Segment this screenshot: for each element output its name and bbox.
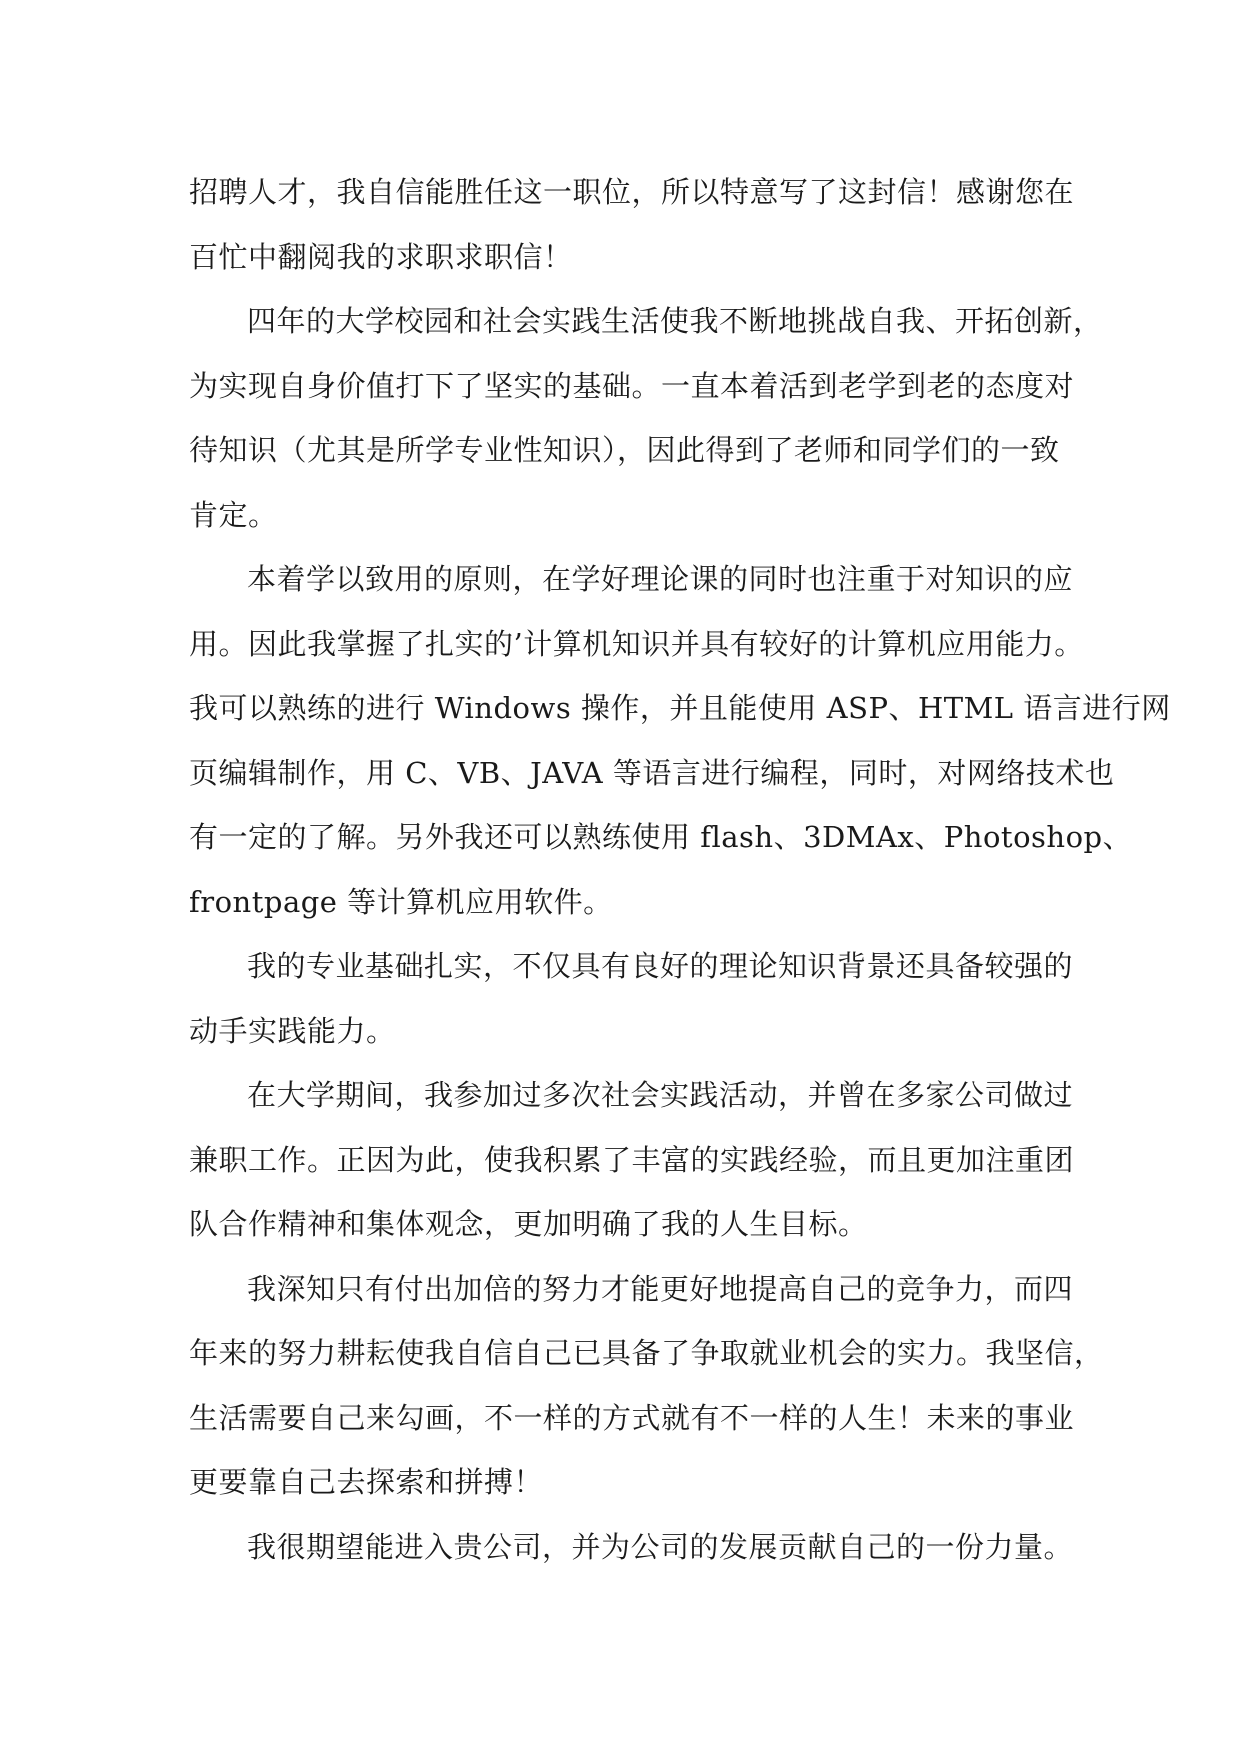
text-line: 有一定的了解。另外我还可以熟练使用 flash、3DMAx、Photoshop、	[189, 820, 1133, 854]
text-line: 生活需要自己来勾画，不一样的方式就有不一样的人生！未来的事业	[189, 1400, 1075, 1435]
paragraph-start-line: 我深知只有付出加倍的努力才能更好地提高自己的竞争力，而四	[247, 1271, 1074, 1306]
text-line: 肯定。	[189, 497, 278, 532]
paragraph-start-line: 四年的大学校园和社会实践生活使我不断地挑战自我、开拓创新，	[247, 304, 1103, 338]
text-line: 我可以熟练的进行 Windows 操作，并且能使用 ASP、HTML 语言进行网	[189, 691, 1171, 725]
text-line: 招聘人才，我自信能胜任这一职位，所以特意写了这封信！感谢您在	[189, 175, 1075, 209]
text-line: 页编辑制作，用 C、VB、JAVA 等语言进行编程，同时，对网络技术也	[189, 755, 1115, 790]
text-line: 动手实践能力。	[189, 1013, 396, 1048]
paragraph-start-line: 我很期望能进入贵公司，并为公司的发展贡献自己的一份力量。	[247, 1529, 1074, 1564]
text-line: 队合作精神和集体观念，更加明确了我的人生目标。	[189, 1207, 868, 1241]
paragraph-start-line: 本着学以致用的原则，在学好理论课的同时也注重于对知识的应	[247, 562, 1074, 596]
text-line: 年来的努力耕耘使我自信自己已具备了争取就业机会的实力。我坚信，	[189, 1336, 1104, 1370]
document-page	[189, 160, 1171, 1579]
paragraph-start-line: 在大学期间，我参加过多次社会实践活动，并曾在多家公司做过	[247, 1078, 1074, 1112]
text-line: 更要靠自己去探索和拼搏！	[189, 1465, 544, 1499]
text-line: 百忙中翻阅我的求职求职信！	[189, 239, 573, 274]
text-line: 兼职工作。正因为此，使我积累了丰富的实践经验，而且更加注重团	[189, 1142, 1075, 1177]
text-line: 为实现自身价值打下了坚实的基础。一直本着活到老学到老的态度对	[189, 368, 1075, 403]
text-line: 用。因此我掌握了扎实的’计算机知识并具有较好的计算机应用能力。	[189, 626, 1084, 661]
text-line: 待知识（尤其是所学专业性知识），因此得到了老师和同学们的一致	[189, 433, 1060, 467]
text-line: frontpage 等计算机应用软件。	[189, 884, 613, 919]
paragraph-start-line: 我的专业基础扎实，不仅具有良好的理论知识背景还具备较强的	[247, 949, 1074, 983]
